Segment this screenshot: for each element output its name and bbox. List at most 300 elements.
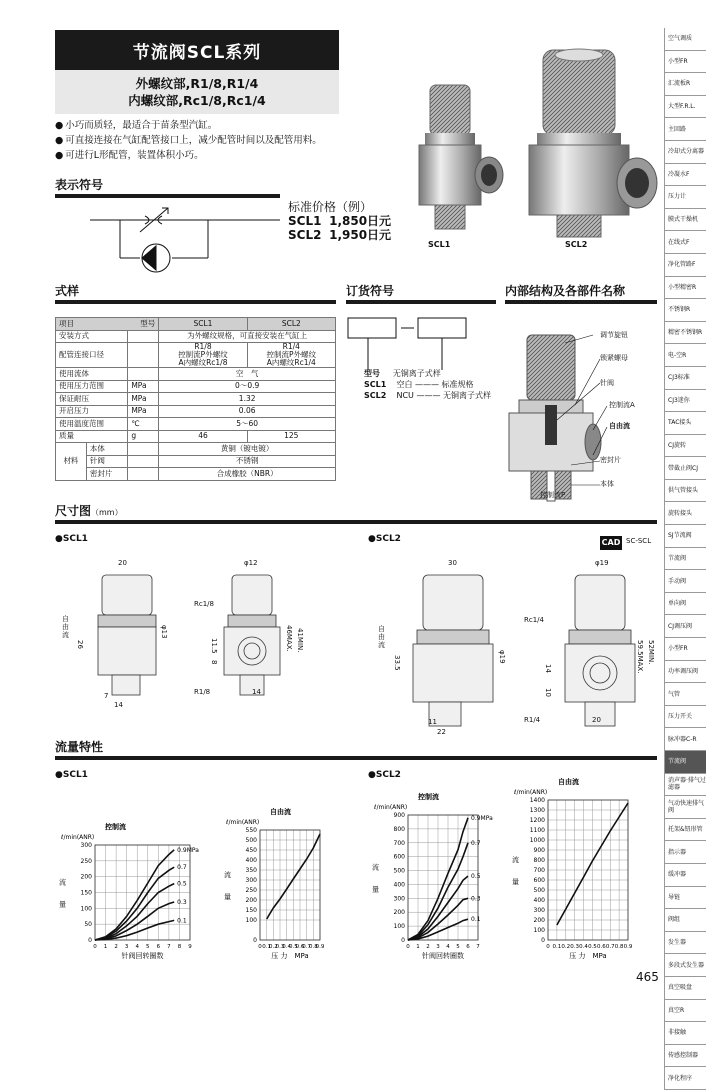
feature-list	[55, 118, 415, 163]
table-row	[56, 368, 336, 381]
section-bar	[55, 300, 336, 304]
y-tick-label: 300	[80, 842, 92, 849]
x-axis-label: 压 力 MPa	[569, 952, 607, 960]
x-tick-label: 0.1	[552, 944, 562, 950]
x-axis-label: 针阀回转圈数	[422, 952, 464, 960]
feature-item: ● 可直接连接在气缸配管接口上，减少配管时间以及配管用料。	[55, 133, 415, 148]
part-label: 调节旋钮	[600, 331, 628, 339]
side-label-1: 流	[512, 856, 519, 864]
cad-code: SC-SCL	[626, 537, 652, 545]
material-part: 密封片	[86, 468, 127, 481]
scl2-flow-title: ●SCL2	[368, 770, 401, 780]
dim-label: 14	[252, 688, 261, 696]
series-label: 0.3	[471, 895, 481, 903]
sidebar-item[interactable]: 气动快速排气阀	[664, 796, 706, 819]
x-tick-label: 0.8	[614, 944, 624, 950]
x-tick-label: 7	[167, 944, 171, 950]
sidebar-item[interactable]: 压力开关	[664, 706, 706, 729]
scl2-photo	[529, 49, 657, 237]
sidebar-item[interactable]: 汇流板R	[664, 73, 706, 96]
order-code: SCL1	[364, 380, 387, 389]
order-code: SCL2	[364, 391, 387, 400]
table-row	[56, 455, 336, 468]
sidebar-item[interactable]: 空气调质	[664, 28, 706, 51]
dim-label: φ12	[244, 559, 258, 567]
structure-section-title: 内部结构及各部件名称	[505, 284, 626, 298]
spec-value: 125	[247, 430, 335, 443]
x-tick-label: 0.3	[570, 944, 580, 950]
sidebar-item[interactable]: 单向阀	[664, 593, 706, 616]
section-bar	[346, 300, 496, 304]
x-tick-label: 0	[258, 944, 262, 950]
x-tick-label: 5	[456, 944, 460, 950]
y-tick-label: 600	[533, 877, 545, 884]
series-label: 0.5	[177, 880, 187, 888]
table-row	[56, 443, 336, 456]
side-label-1: 流	[59, 878, 66, 887]
y-tick-label: 500	[393, 867, 405, 875]
series-label: 0.1	[471, 916, 481, 924]
x-tick-label: 8	[177, 944, 182, 950]
x-tick-label: 6	[466, 944, 470, 950]
spec-item: 保证耐压	[56, 393, 128, 406]
scl1-flow-title: ●SCL1	[55, 770, 88, 780]
sidebar-item[interactable]: 小型精密R	[664, 277, 706, 300]
y-tick-label: 0	[88, 937, 92, 944]
dim-label: 33.5	[393, 655, 401, 671]
series-line	[95, 902, 174, 940]
sidebar-item[interactable]: 脉冲器C-R	[664, 728, 706, 751]
x-tick-label: 0	[546, 944, 550, 950]
sidebar-item[interactable]: 气管	[664, 683, 706, 706]
sidebar-item[interactable]: 大型F.R.L.	[664, 96, 706, 119]
material-value: 合成橡胶（NBR）	[159, 468, 336, 481]
dim-label: 46MAX.	[285, 625, 293, 652]
spec-unit: MPa	[128, 405, 159, 418]
subtitle-line-1: 外螺纹部,R1/8,R1/4	[135, 76, 259, 91]
internal-structure-drawing	[505, 305, 660, 505]
x-tick-label: 3	[436, 944, 440, 950]
y-tick-label: 200	[533, 917, 545, 924]
material-value: 黄铜（镀电镀）	[159, 443, 336, 456]
price-title: 标准价格（例）	[288, 200, 373, 214]
x-tick-label: 4	[135, 944, 139, 950]
feature-item: ● 小巧而质轻，最适合于苗条型汽缸。	[55, 118, 415, 133]
photo-label-scl2: SCL2	[565, 240, 588, 249]
page-number: 465	[636, 970, 659, 984]
sidebar-item[interactable]: 非接触	[664, 1022, 706, 1045]
part-label: 针阀	[600, 379, 614, 387]
section-bar	[505, 300, 657, 304]
product-photo	[405, 45, 660, 250]
sidebar-item[interactable]: 发生器	[664, 932, 706, 955]
sidebar-item[interactable]: 真空吸盘	[664, 977, 706, 1000]
x-tick-label: 0.6	[295, 944, 305, 950]
order-desc: 空白 ——— 标准规格	[396, 380, 474, 389]
table-row	[56, 343, 336, 368]
sidebar-item[interactable]: 冷却式分离器	[664, 141, 706, 164]
dim-label: φ13	[160, 625, 168, 639]
x-tick-label: 0.2	[561, 944, 571, 950]
side-label-2: 量	[59, 900, 66, 909]
spec-value: 46	[159, 430, 247, 443]
spec-value: R1/8 控制流P外螺纹 A内螺纹Rc1/8	[159, 343, 247, 368]
sidebar-item[interactable]: 供气管接头	[664, 480, 706, 503]
side-label-1: 流	[224, 871, 231, 879]
y-tick-label: 100	[533, 927, 545, 934]
y-tick-label: 250	[80, 857, 92, 865]
price-value: 1,950日元	[329, 228, 392, 242]
x-tick-label: 0.9	[623, 944, 633, 950]
x-tick-label: 0.5	[588, 944, 597, 950]
scl2-dim-title: ●SCL2	[368, 534, 401, 544]
spec-value: 0～0.9	[159, 380, 336, 393]
spec-unit: ℃	[128, 418, 159, 431]
spec-value: 0.06	[159, 405, 336, 418]
table-row	[56, 468, 336, 481]
y-tick-label: 1400	[529, 797, 545, 804]
y-tick-label: 450	[245, 847, 257, 854]
x-tick-label: 0	[93, 944, 97, 950]
sidebar-item[interactable]: 手动阀	[664, 570, 706, 593]
x-tick-label: 0.7	[302, 944, 312, 950]
order-section-title: 订货符号	[346, 284, 395, 298]
price-value: 1,850日元	[329, 214, 392, 228]
spec-unit	[128, 343, 159, 368]
table-row	[56, 418, 336, 431]
dim-label: 自由流	[378, 625, 385, 649]
sidebar-item[interactable]: 多段式发生器	[664, 954, 706, 977]
side-label-2: 量	[512, 878, 519, 886]
sidebar-item[interactable]: 不锈钢R	[664, 299, 706, 322]
x-tick-label: 0.3	[275, 944, 285, 950]
sidebar-item[interactable]: 压力计	[664, 186, 706, 209]
x-axis-label: 压 力 MPa	[271, 952, 309, 960]
spec-item: 配管连接口径	[56, 343, 128, 368]
chart-title: 控制流	[418, 793, 439, 801]
spec-item: 使用流体	[56, 368, 128, 381]
x-tick-label: 0	[406, 944, 410, 950]
spec-value: R1/4 控制流P外螺纹 A内螺纹Rc1/4	[247, 343, 335, 368]
x-tick-label: 0.7	[605, 944, 615, 950]
y-tick-label: 700	[393, 839, 405, 847]
y-tick-label: 400	[393, 881, 405, 889]
dim-label: 14	[544, 664, 552, 673]
spec-item: 使用压力范围	[56, 380, 128, 393]
order-list	[364, 368, 491, 401]
sidebar-item[interactable]: TAC接头	[664, 412, 706, 435]
y-tick-label: 1100	[529, 827, 545, 834]
dim-label: φ19	[498, 650, 506, 664]
pneumatic-symbol	[90, 198, 280, 280]
dim-label: 7	[104, 692, 109, 700]
y-tick-label: 300	[245, 877, 257, 884]
table-row	[56, 430, 336, 443]
dim-label: 30	[448, 559, 457, 567]
sidebar-item[interactable]: SJ节流阀	[664, 525, 706, 548]
y-axis-label: ℓ/min(ANR)	[226, 819, 260, 826]
order-code-diagram	[346, 312, 496, 372]
order-desc: 无铜离子式样	[392, 369, 441, 378]
dim-label: R1/4	[524, 716, 541, 724]
dim-label: 20	[118, 559, 127, 567]
price-model: SCL1	[288, 214, 322, 228]
y-tick-label: 300	[533, 907, 545, 914]
spec-item: 质量	[56, 430, 128, 443]
x-tick-label: 0.4	[282, 944, 292, 950]
series-label: 0.9MPa	[177, 846, 199, 854]
table-row	[56, 380, 336, 393]
sidebar-item[interactable]: 小型FR	[664, 638, 706, 661]
y-tick-label: 400	[245, 857, 257, 864]
table-row	[56, 405, 336, 418]
y-tick-label: 300	[393, 895, 405, 903]
sidebar-item[interactable]: 指示器	[664, 841, 706, 864]
dim-label: 10	[544, 688, 552, 697]
spec-value: 1.32	[159, 393, 336, 406]
part-label: 自由流	[609, 422, 630, 430]
x-tick-label: 1	[103, 944, 108, 950]
sidebar-item[interactable]: 小型FR	[664, 51, 706, 74]
price-row	[288, 228, 391, 242]
y-axis-label: ℓ/min(ANR)	[61, 834, 95, 841]
x-tick-label: 2	[114, 944, 118, 950]
y-axis-label: ℓ/min(ANR)	[374, 804, 408, 811]
side-label-2: 量	[224, 893, 231, 901]
price-model: SCL2	[288, 228, 322, 242]
symbol-section-title: 表示符号	[55, 178, 104, 192]
x-tick-label: 0.1	[262, 944, 272, 950]
material-part: 针阀	[86, 455, 127, 468]
dimension-section-title: 尺寸图（mm）	[55, 504, 123, 518]
page-title: 节流阀SCL系列	[55, 30, 339, 70]
part-label: 锁紧螺母	[600, 354, 628, 362]
sidebar-item[interactable]: CJ3标准	[664, 367, 706, 390]
order-row	[364, 368, 491, 379]
subtitle-line-2: 内螺纹部,Rc1/8,Rc1/4	[128, 93, 266, 108]
scl1-control-flow-chart	[55, 815, 220, 970]
scl2-free-flow-chart	[508, 770, 658, 970]
sidebar-item[interactable]: 主回路	[664, 118, 706, 141]
side-label-2: 量	[372, 885, 379, 894]
y-tick-label: 800	[393, 825, 405, 833]
y-tick-label: 400	[533, 897, 545, 904]
spec-unit: g	[128, 430, 159, 443]
scl2-dimension-drawing	[385, 555, 660, 735]
dim-label: 11	[428, 718, 437, 726]
spec-item: 使用温度范围	[56, 418, 128, 431]
y-tick-label: 0	[541, 937, 545, 944]
x-tick-label: 7	[476, 944, 480, 950]
dim-label: 41MIN.	[296, 628, 304, 653]
part-label: 密封片	[600, 456, 621, 464]
sidebar-item[interactable]: 膜式干燥机	[664, 209, 706, 232]
y-tick-label: 550	[245, 827, 257, 834]
material-value: 不锈钢	[159, 455, 336, 468]
sidebar-item[interactable]: 净化管路F	[664, 254, 706, 277]
spec-table	[55, 317, 336, 481]
scl1-dim-title: ●SCL1	[55, 534, 88, 544]
spec-unit	[128, 330, 159, 343]
x-axis-label: 针阀回转圈数	[121, 952, 164, 960]
part-label: 本体	[600, 480, 614, 488]
dim-label: 20	[592, 716, 601, 724]
dim-label: Rc1/8	[194, 600, 214, 608]
photo-label-scl1: SCL1	[428, 240, 451, 249]
series-label: 0.7	[177, 864, 187, 872]
y-tick-label: 200	[245, 897, 257, 904]
y-tick-label: 1200	[529, 817, 545, 824]
order-code: 型号	[364, 369, 380, 378]
y-tick-label: 700	[533, 867, 545, 874]
series-label: 0.7	[471, 839, 481, 847]
y-tick-label: 1000	[529, 837, 545, 844]
y-tick-label: 350	[245, 867, 257, 874]
flow-section-title: 流量特性	[55, 740, 104, 754]
x-tick-label: 4	[446, 944, 450, 950]
sidebar-item[interactable]: 阀组	[664, 909, 706, 932]
y-tick-label: 100	[80, 905, 92, 913]
y-tick-label: 500	[245, 837, 257, 844]
y-tick-label: 100	[245, 917, 257, 924]
series-label: 0.5	[471, 873, 481, 881]
cad-badge[interactable]: CAD	[600, 536, 622, 550]
y-tick-label: 50	[84, 921, 92, 929]
material-part: 本体	[86, 443, 127, 456]
x-tick-label: 2	[426, 944, 430, 950]
x-tick-label: 0.6	[596, 944, 606, 950]
sidebar-item[interactable]: 净化程序	[664, 1067, 706, 1090]
spec-value: 空 气	[159, 368, 336, 381]
material-label: 材料	[56, 443, 87, 481]
scl1-dimension-drawing	[60, 555, 350, 710]
dim-label: Rc1/4	[524, 616, 544, 624]
sidebar-item[interactable]: CJ调压阀	[664, 615, 706, 638]
sidebar-item[interactable]: 节流阀	[664, 751, 706, 774]
dim-label: 14	[114, 701, 123, 709]
part-label: 控制流A	[609, 401, 635, 409]
chart-title: 自由流	[270, 808, 291, 816]
y-tick-label: 150	[245, 907, 257, 914]
y-tick-label: 150	[80, 889, 92, 897]
sidebar-item[interactable]: 传感控制器	[664, 1045, 706, 1068]
x-tick-label: 3	[124, 944, 129, 950]
y-axis-label: ℓ/min(ANR)	[514, 789, 548, 796]
table-row	[56, 318, 336, 331]
sidebar-item[interactable]: 导链	[664, 887, 706, 910]
chart-title: 控制流	[105, 823, 126, 831]
y-tick-label: 500	[533, 887, 545, 894]
spec-value: 为外螺纹规格，可直接安装在气缸上	[159, 330, 336, 343]
y-tick-label: 1300	[529, 807, 545, 814]
y-tick-label: 200	[393, 909, 405, 917]
series-label: 0.9MPa	[471, 814, 493, 822]
table-head-model: SCL2	[247, 318, 335, 331]
table-head-model: SCL1	[159, 318, 247, 331]
y-tick-label: 600	[393, 853, 405, 861]
spec-unit: MPa	[128, 380, 159, 393]
x-tick-label: 0.8	[308, 944, 318, 950]
x-tick-label: 0.2	[268, 944, 278, 950]
y-tick-label: 200	[80, 873, 92, 881]
spec-value: 5～60	[159, 418, 336, 431]
sidebar-item[interactable]: 带截止阀CJ	[664, 457, 706, 480]
section-bar	[55, 520, 657, 524]
y-tick-label: 0	[253, 937, 257, 944]
y-tick-label: 800	[533, 857, 545, 864]
sidebar-item[interactable]: 电-空R	[664, 344, 706, 367]
spec-unit	[128, 368, 159, 381]
category-sidebar	[664, 28, 706, 1090]
sidebar-item[interactable]: 缓冲器	[664, 864, 706, 887]
subtitle-box	[55, 70, 339, 114]
scl1-free-flow-chart	[220, 800, 350, 970]
x-tick-label: 5	[146, 944, 150, 950]
y-tick-label: 250	[245, 887, 257, 894]
table-row	[56, 393, 336, 406]
part-label: 控制流P	[540, 491, 566, 499]
sidebar-item[interactable]: 真空R	[664, 1000, 706, 1023]
price-row	[288, 214, 391, 228]
sidebar-item[interactable]: CJ3迷你	[664, 390, 706, 413]
y-tick-label: 900	[393, 812, 405, 819]
spec-unit: MPa	[128, 393, 159, 406]
section-bar	[55, 756, 657, 760]
feature-item: ● 可进行L形配管，装置体积小巧。	[55, 148, 415, 163]
sidebar-item[interactable]: 功率调压阀	[664, 661, 706, 684]
chart-title: 自由流	[558, 778, 579, 786]
order-row	[364, 379, 491, 390]
series-label: 0.1	[177, 917, 187, 925]
sidebar-item[interactable]: 旋转接头	[664, 502, 706, 525]
y-tick-label: 900	[533, 847, 545, 854]
price-block	[288, 200, 391, 242]
x-tick-label: 0.5	[288, 944, 298, 950]
dim-label: 自由流	[62, 615, 69, 639]
sidebar-item[interactable]: 精密不锈钢R	[664, 322, 706, 345]
sidebar-item[interactable]: 冷凝水F	[664, 164, 706, 187]
dim-label: 26	[76, 640, 84, 649]
scl2-control-flow-chart	[368, 785, 508, 970]
dim-label: 11.5	[210, 638, 218, 654]
spec-section-title: 式样	[55, 284, 80, 298]
sidebar-item[interactable]: CJ旋转	[664, 435, 706, 458]
y-tick-label: 0	[401, 937, 405, 944]
x-tick-label: 9	[188, 944, 192, 950]
dim-label: 59.5MAX.	[636, 640, 644, 674]
sidebar-item[interactable]: 消声器·排气过滤器	[664, 774, 706, 797]
sidebar-item[interactable]: 节流阀	[664, 548, 706, 571]
x-tick-label: 1	[416, 944, 420, 950]
table-row	[56, 330, 336, 343]
dim-label: 8	[210, 660, 218, 665]
y-tick-label: 100	[393, 923, 405, 931]
dim-label: 22	[437, 728, 446, 736]
order-desc: NCU ——— 无铜离子式样	[396, 391, 491, 400]
sidebar-item[interactable]: 在线式F	[664, 231, 706, 254]
scl1-photo	[419, 85, 503, 229]
order-row	[364, 390, 491, 401]
sidebar-item[interactable]: 托架&钮形管	[664, 819, 706, 842]
dim-label: R1/8	[194, 688, 211, 696]
dim-label: 52MIN.	[647, 640, 655, 665]
x-tick-label: 0.9	[315, 944, 325, 950]
spec-item: 安装方式	[56, 330, 128, 343]
spec-item: 开启压力	[56, 405, 128, 418]
side-label-1: 流	[372, 863, 379, 872]
x-tick-label: 0.4	[579, 944, 588, 950]
dim-label: φ19	[595, 559, 609, 567]
